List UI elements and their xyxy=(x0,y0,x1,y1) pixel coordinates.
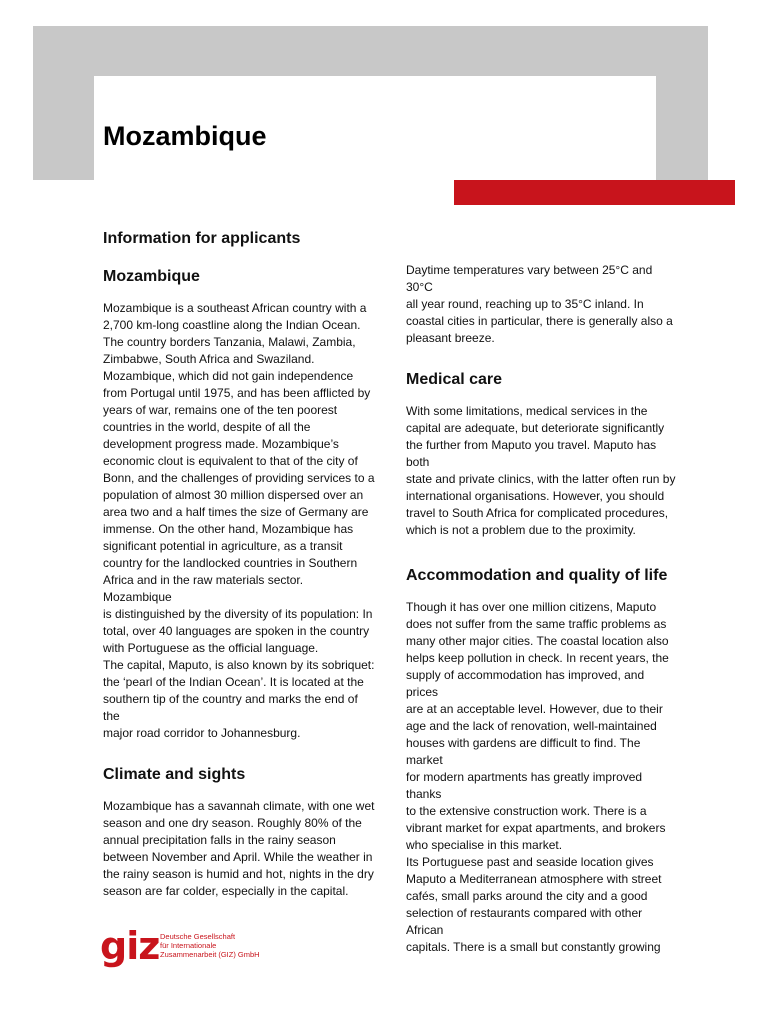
heading-climate: Climate and sights xyxy=(103,766,246,783)
footer xyxy=(100,924,300,972)
org-name: Deutsche Gesellschaft für Internationale Zusammenarbeit (GIZ) GmbH xyxy=(160,932,260,959)
red-accent-bar xyxy=(454,180,735,205)
paragraph-climate: Mozambique has a savannah climate, with one wet season and one dry season. Roughly 80% of the annual precipitation falls in the rainy season between November and April. While the weather in the rainy season is humid and hot, nights in the dry season are far colder, especially in the capital. xyxy=(103,799,375,898)
section-label: Information for applicants xyxy=(103,230,301,247)
giz-logo: giz xyxy=(100,924,160,968)
page-title: Mozambique xyxy=(103,121,267,151)
heading-mozambique: Mozambique xyxy=(103,268,200,285)
paragraph-medical: With some limitations, medical services in the capital are adequate, but deteriorate significantly the further from Maputo you travel. Maputo has both state and private clinics, with the latter often run by international organisations. However, you should travel to South Africa for complicated procedures, which is not a problem due to the proximity. xyxy=(406,404,676,537)
paragraph-accommodation: Though it has over one million citizens, Maputo does not suffer from the same traffic problems as many other major cities. The coastal location also helps keep pollution in check. In recent years, the supply of accommodation has improved, and prices are at an acceptable level. However, due to their age and the lack of renovation, well-maintained houses with gardens are difficult to find. The market for modern apartments has greatly improved thanks to the extensive construction work. There is a vibrant market for expat apartments, and brokers who specialise in this market. Its Portuguese past and seaside location gives Maputo a Mediterranean atmosphere with street cafés, small parks around the city and a good selection of restaurants compared with other African capitals. There is a small but constantly growing xyxy=(406,600,669,954)
heading-medical: Medical care xyxy=(406,371,503,388)
paragraph-mozambique: Mozambique is a southeast African country with a 2,700 km-long coastline along the Indian Ocean. The country borders Tanzania, Malawi, Zambia, Zimbabwe, South Africa and Swaziland. Mozambique, which did not gain independence from Portugal until 1975, and has been afflicted by years of war, remains one of the ten poorest countries in the world, despite of all the development progress made. Mozambique’s economic clout is equivalent to that of the city of Bonn, and the challenges of providing services to a population of almost 30 million dispersed over an area two and a half times the size of Germany are immense. On the other hand, Mozambique has significant potential in agriculture, as a transit country for the landlocked countries in Southern Africa and in the raw materials sector. Mozambique is distinguished by the diversity of its population: In total, over 40 languages are spoken in the country with Portuguese as the official language. The capital, Maputo, is also known by its sobriquet: the ‘pearl of the Indian Ocean’. It is located at the southern tip of the country and marks the end of the major road corridor to Johannesburg. xyxy=(103,301,375,740)
left-column xyxy=(103,228,375,900)
right-column xyxy=(406,262,678,956)
heading-accommodation: Accommodation and quality of life xyxy=(406,567,668,584)
paragraph-temperatures: Daytime temperatures vary between 25°C and 30°C all year round, reaching up to 35°C inland. In coastal cities in particular, there is generally also a pleasant breeze. xyxy=(406,263,673,345)
